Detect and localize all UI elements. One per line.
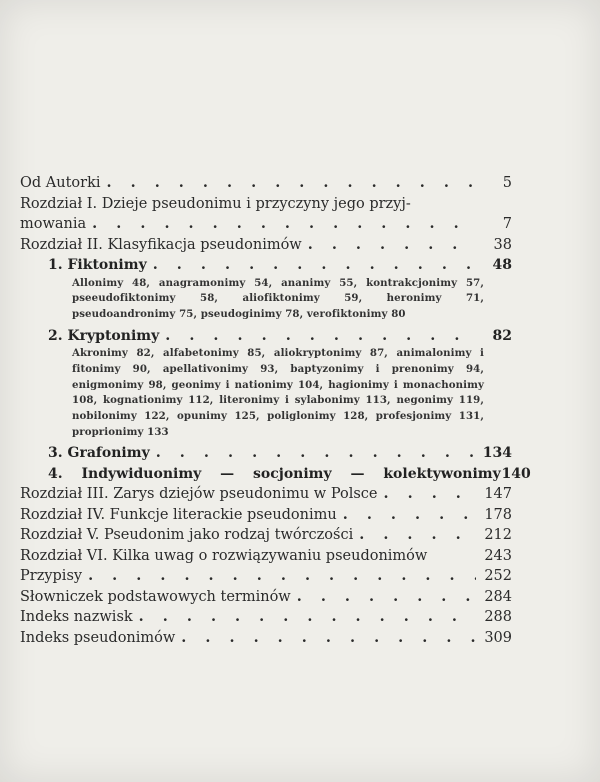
toc-entry-indeks-nazwisk <box>20 607 512 628</box>
toc-page-number: 212 <box>484 527 512 544</box>
toc-page-number: 309 <box>484 629 512 646</box>
toc-label: Od Autorki <box>20 175 101 191</box>
toc-entry-rozdzial-1 <box>20 194 512 235</box>
toc-page-number: 5 <box>502 175 512 191</box>
toc-label: 1. Fiktonimy <box>48 257 147 273</box>
toc-page-number: 7 <box>502 216 512 232</box>
leader-dots <box>181 628 476 649</box>
toc-entry-rozdzial-2 <box>20 235 512 256</box>
toc-entry-od-autorki <box>20 173 512 194</box>
leader-dots <box>384 484 476 505</box>
toc-entry-slowniczek <box>20 587 512 608</box>
leader-dots <box>107 173 476 194</box>
toc-entry-rozdzial-4 <box>20 505 512 526</box>
leader-dots <box>308 235 476 256</box>
toc-entry-fiktonimy <box>20 255 512 276</box>
toc-page-number: 48 <box>492 257 512 273</box>
leader-dots <box>153 255 476 276</box>
leader-dots <box>165 326 476 347</box>
toc-entry-rozdzial-5 <box>20 525 512 546</box>
leader-dots <box>359 525 476 546</box>
toc-label: 3. Grafonimy <box>48 445 150 462</box>
toc-label-line2: mowania <box>20 216 87 232</box>
toc-label: Rozdział III. Zarys dziejów pseudonimu w Polsce <box>20 486 378 503</box>
toc-label: Indeks nazwisk <box>20 609 133 626</box>
leader-dots <box>297 587 476 608</box>
toc-entry-indywiduonimy <box>20 464 531 485</box>
toc-page-number: 134 <box>482 445 512 462</box>
leader-dots <box>343 505 476 526</box>
toc-page-number: 284 <box>484 588 512 605</box>
toc-label: Słowniczek podstawowych terminów <box>20 588 291 605</box>
table-of-contents <box>20 173 531 648</box>
toc-label: Rozdział VI. Kilka uwag o rozwiązywaniu pseudonimów <box>20 547 428 564</box>
toc-page-number: 140 <box>501 465 531 482</box>
leader-dots <box>139 607 476 628</box>
toc-label: Rozdział V. Pseudonim jako rodzaj twórczości <box>20 527 354 544</box>
toc-entry-indeks-pseudonimow <box>20 628 512 649</box>
toc-page-number: 252 <box>484 568 512 585</box>
toc-detail-kryptonimy: Akronimy 82, alfabetonimy 85, aliokryptonimy 87, animalonimy i fitonimy 90, apellativonimy 93, baptyzonimy i prenonimy 94, enigmonimy 98, geonimy i nationimy 104, hagionimy i monachonimy 108, kognationimy 112, literonimy i sylabonimy 113, negonimy 119, nobilonimy 122, opunimy 125, poliglonimy 128, profesjonimy 131, proprionimy 133 <box>72 347 484 438</box>
toc-page-number: 178 <box>484 506 512 523</box>
leader-dots <box>88 566 476 587</box>
leader-dots <box>92 214 476 235</box>
toc-label: Rozdział II. Klasyfikacja pseudonimów <box>20 236 302 253</box>
toc-detail-fiktonimy: Allonimy 48, anagramonimy 54, ananimy 55, kontrakcjonimy 57, pseeudofiktonimy 58, aliofiktonimy 59, heronimy 71, pseudoandronimy 75, pseudoginimy 78, verofiktonimy 80 <box>72 276 484 320</box>
toc-entry-kryptonimy <box>20 326 512 347</box>
toc-page-number: 38 <box>493 236 512 253</box>
toc-page-number: 147 <box>484 486 512 503</box>
toc-label-line1: Rozdział I. Dzieje pseudonimu i przyczyny jego przyj- <box>20 195 411 212</box>
toc-entry-rozdzial-6 <box>20 546 512 567</box>
toc-entry-grafonimy <box>20 443 512 464</box>
toc-label: 2. Kryptonimy <box>48 327 160 344</box>
toc-entry-rozdzial-3 <box>20 484 512 505</box>
toc-label: Przypisy <box>20 568 83 585</box>
toc-label: 4. Indywiduonimy — socjonimy — kolektywonimy <box>48 465 501 482</box>
toc-entry-przypisy <box>20 566 512 587</box>
toc-label: Indeks pseudonimów <box>20 629 176 646</box>
leader-dots <box>156 443 476 464</box>
toc-page-number: 288 <box>484 609 512 626</box>
toc-label: Rozdział IV. Funkcje literackie pseudonimu <box>20 506 337 523</box>
toc-page-number: 243 <box>484 547 512 564</box>
toc-page-number: 82 <box>492 327 512 344</box>
